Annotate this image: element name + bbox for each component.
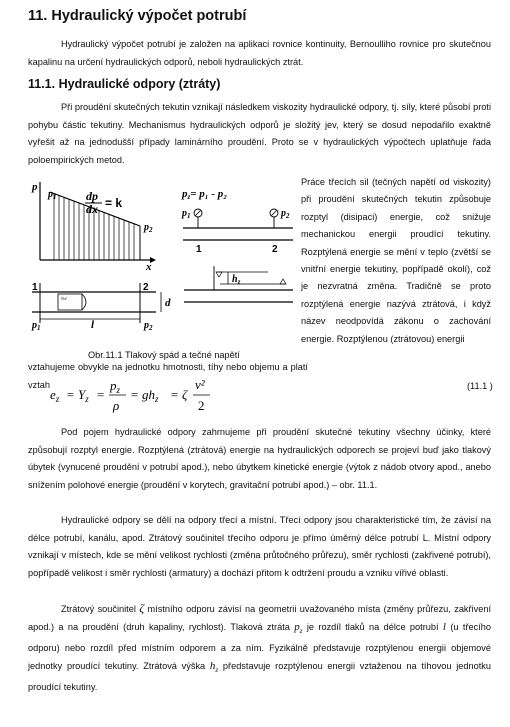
equation-11-1: [50, 372, 490, 418]
label-p2: $p_2$: [144, 222, 153, 234]
figure-caption: Obr.11.1 Tlakový spád a tečné napětí: [88, 350, 240, 360]
eq-zeta: = ζ: [170, 387, 188, 402]
label-n1: 1: [196, 244, 202, 255]
eq-frac2-num: v²: [195, 377, 205, 392]
label-manometer-p2: $p_2$: [281, 208, 290, 220]
label-x: x: [146, 261, 152, 273]
label-dx: dx: [86, 202, 98, 216]
paragraph-friction-local: Hydraulické odpory se dělí na odpory třecí a místní. Třecí odpory jsou charakteristické tím, že závisí na délce potrubí, kanálu, apod. Ztrátový součinitel třecího odporu je přímo úměrný délce potrubí L. Místní odpory vznikají v místech, kde se mění velikost rychlosti (změna průtočného průřezu), směr rychlosti (zakřivené potrubí), popřípadě velikost i směr rychlosti (armatury) a dochází přitom k odtržení proudu a vzniku vířivé oblasti.: [28, 515, 491, 578]
paragraph-viscosity: Při proudění skutečných tekutin vznikají následkem viskozity hydraulické odpory, tj. síly, které působí proti pohybu částic tekutiny. Mechanismus hydraulických odporů je složitý jev, který se dosud nepodařilo exaktně vyřešit až na jednodušší případy laminárního proudění. Proto se v hydraulických výpočtech uplatňuje řada poloempirických metod.: [28, 102, 491, 165]
label-p2-bottom: $p_2$: [144, 320, 153, 332]
paragraph-dissipation: Práce třecích sil (tečných napětí od viskozity) při proudění skutečných tekutin způsobuje rozptyl (disipaci) energie, což snižuje mechanickou energii proudící tekutiny. Rozptýlená energie se mění v teplo (zvětší se vnitřní energie tekutiny, popřípadě okolí), což je nezvratná změna. Tradičně se proto rozptýlená energie nazývá ztrátová, i když název neodpovídá zákonu o zachování energie. Rozptýlenou (ztrátovou) energii: [301, 177, 491, 344]
level-1-marker: [216, 272, 222, 277]
label-p1-bottom: $p_1$: [32, 320, 41, 332]
equation-number: (11.1 ): [467, 381, 493, 391]
label-dp: dp: [86, 189, 98, 203]
label-p1: $p_1$: [48, 189, 57, 201]
label-n2: 2: [272, 244, 278, 255]
label-two: 2: [143, 282, 149, 293]
paragraph-loss-coefficient: Ztrátový součinitel ζ místního odporu závisí na geometrii uvažovaného místa (změny průřezu, zakřivení apod.) a na proudění (druh kapaliny, rychlost). Tlaková ztráta $p_z$ je rozdíl tlaků na délce potrubí l (u třecího odporu) nebo rozdíl před místním odporem a za ním. Fyzikálně představuje rozptýlenou energii objemové jednotky proudící tekutiny. Ztrátová výška $h_z$ představuje rozptýlenou energii vztaženou na tíhovou jednotku proudící tekutiny.: [28, 601, 491, 693]
paragraph-hydraulic-resistance: Pod pojem hydraulické odpory zahrnujeme při proudění skutečné tekutiny všechny účinky, které způsobují rozptyl energie. Rozptýlená (ztrátová) energie na hydraulických odporech se projeví buď jako tlakový úbytek (vynucené proudění v potrubí apod.), nebo úbytkem kinetické energie (výtok z nádob otvory apod., anebo snížením polohové energie (proudění v korytech, gravitační potrubí apod.) – obr. 11.1.: [28, 427, 491, 490]
manometer-2-needle: [271, 210, 277, 216]
eq-frac-num: $p_z$: [110, 378, 121, 395]
paragraph-dissipation-cont: vztahujeme obvykle na jednotku hmotnosti, tíhy nebo objemu a platí vztah: [28, 362, 308, 390]
label-pz-equation: pz= p₁ - p₂: [182, 188, 228, 201]
label-p: p: [32, 181, 38, 193]
eq-y: = $Y_z$: [66, 387, 89, 404]
eq-equals-1: =: [97, 387, 105, 402]
eq-frac-den: ρ: [113, 398, 120, 413]
label-manometer-p1: $p_1$: [182, 208, 191, 220]
level-2-marker: [280, 279, 286, 284]
label-one: 1: [32, 282, 38, 293]
intro-paragraph: Hydraulický výpočet potrubí je založen na aplikaci rovnice kontinuity, Bernoulliho rovnice pro skutečnou kapalinu na určení hydraulických odporů, neboli hydraulických ztrát.: [28, 39, 491, 67]
label-l: l: [91, 319, 95, 331]
subsection-heading: 11.1. Hydraulické odpory (ztráty): [28, 77, 221, 91]
label-d: d: [165, 297, 171, 309]
label-eq-k: = k: [105, 196, 123, 210]
eq-frac2-den: 2: [198, 398, 205, 413]
eq-lhs: $e_z$: [50, 387, 60, 404]
label-tau: τw: [61, 296, 67, 302]
velocity-profile: [82, 294, 86, 310]
label-hz: $h_z$: [232, 274, 241, 286]
section-heading: 11. Hydraulický výpočet potrubí: [28, 8, 247, 24]
eq-gh: = $gh_z$: [130, 387, 159, 404]
manometer-1-needle: [195, 210, 201, 216]
figure-pressure-drop: [28, 178, 300, 343]
